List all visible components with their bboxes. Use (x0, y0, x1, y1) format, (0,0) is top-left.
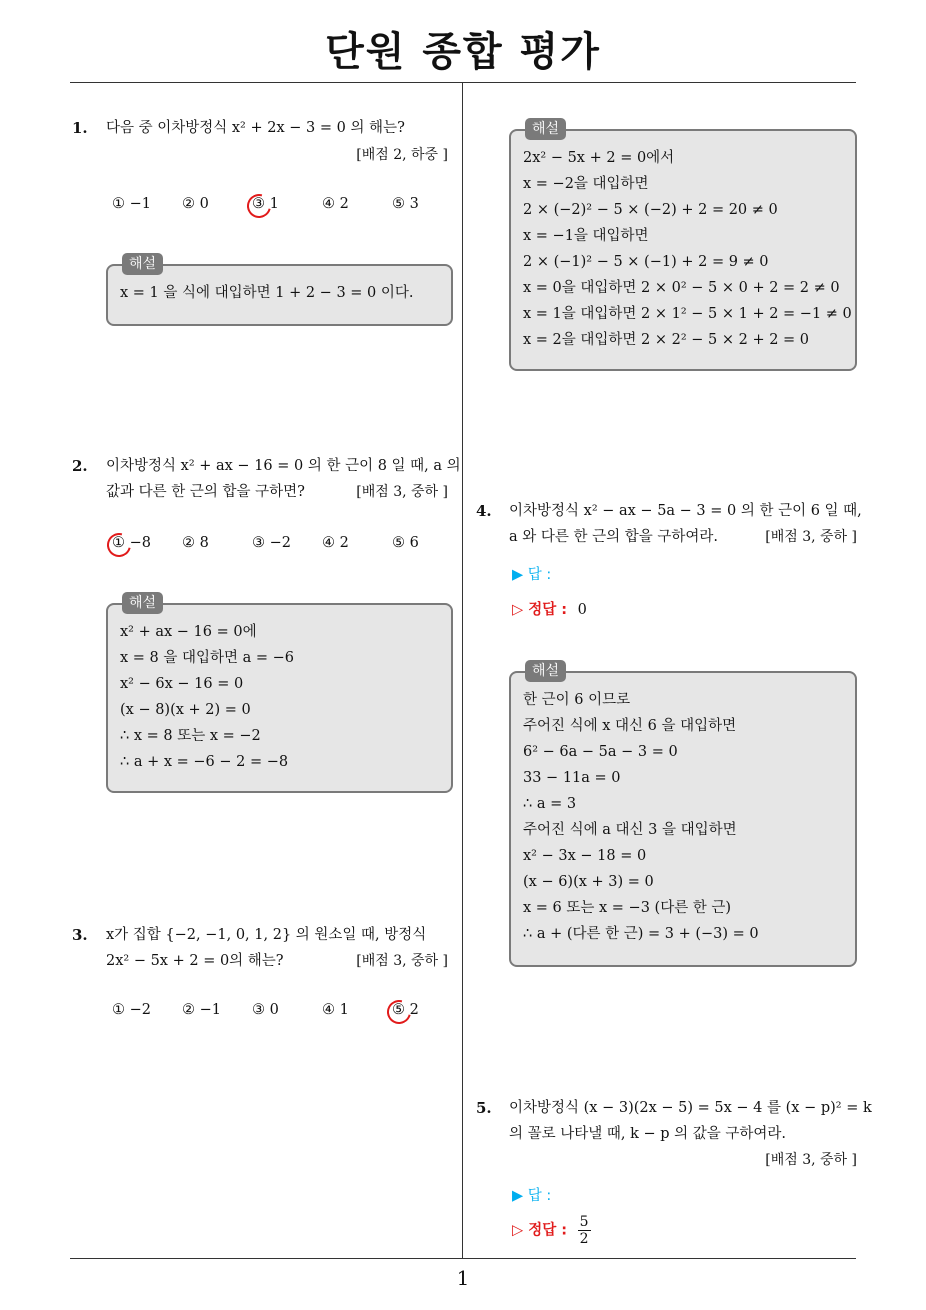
score-label: [배점 3, 중하 ] (356, 484, 448, 500)
question-number: 3. (72, 926, 88, 944)
solution-line: 주어진 식에 a 대신 3 을 대입하면 (523, 822, 737, 838)
answer-input-label[interactable]: ▶ 답 : (512, 567, 552, 583)
correct-answer (512, 598, 587, 619)
question-text: 다음 중 이차방정식 x² + 2x − 3 = 0 의 해는? (106, 120, 405, 136)
solution-line: x = 6 또는 x = −3 (다른 한 근) (523, 900, 732, 916)
solution-line: ∴ a + x = −6 − 2 = −8 (120, 754, 289, 770)
answer-circle-mark (103, 529, 136, 562)
solution-line: x² − 6x − 16 = 0 (120, 676, 244, 692)
choice-option[interactable]: ② 0 (182, 196, 209, 212)
correct-answer (512, 1214, 591, 1247)
score-label: [배점 3, 중하 ] (765, 529, 857, 545)
solution-line: 2 × (−2)² − 5 × (−2) + 2 = 20 ≠ 0 (523, 202, 778, 218)
choice-option[interactable]: ⑤ 3 (392, 196, 419, 212)
question-text-line: a 와 다른 한 근의 합을 구하여라. (509, 529, 718, 545)
solution-line: x = −1을 대입하면 (523, 228, 649, 244)
solution-box (106, 256, 453, 326)
solution-line: (x − 6)(x + 3) = 0 (523, 874, 654, 890)
solution-box (509, 121, 857, 371)
question-number: 4. (476, 502, 492, 520)
choice-option[interactable]: ③ −2 (252, 535, 291, 551)
score-label: [배점 3, 중하 ] (765, 1152, 857, 1168)
solution-line: ∴ x = 8 또는 x = −2 (120, 728, 261, 744)
solution-line: x = 0을 대입하면 2 × 0² − 5 × 0 + 2 = 2 ≠ 0 (523, 280, 840, 296)
choice-list (112, 535, 462, 551)
choice-option[interactable]: ① −2 (112, 1002, 151, 1018)
choice-option[interactable]: ② −1 (182, 1002, 221, 1018)
page-title: 단원 종합 평가 (325, 29, 601, 75)
correct-answer-label: ▷ 정답 : (512, 602, 568, 618)
question-text-line: 이차방정식 x² − ax − 5a − 3 = 0 의 한 근이 6 일 때, (509, 503, 862, 519)
solution-line: 2x² − 5x + 2 = 0에서 (523, 150, 675, 166)
top-rule (70, 82, 856, 83)
solution-line: x = 1을 대입하면 2 × 1² − 5 × 1 + 2 = −1 ≠ 0 (523, 306, 852, 322)
choice-option[interactable]: ④ 1 (322, 1002, 349, 1018)
correct-answer-value: 0 (577, 602, 587, 618)
choice-option[interactable]: ④ 2 (322, 535, 349, 551)
solution-line: ∴ a = 3 (523, 796, 577, 812)
answer-circle-mark (243, 190, 276, 223)
score-label: [배점 2, 하중 ] (356, 147, 448, 163)
choice-option[interactable]: ③ 1 (252, 196, 322, 212)
question-text-line: 이차방정식 x² + ax − 16 = 0 의 한 근이 8 일 때, a 의 (106, 458, 461, 474)
solution-box (106, 595, 453, 793)
solution-line: 2 × (−1)² − 5 × (−1) + 2 = 9 ≠ 0 (523, 254, 769, 270)
solution-tag: 해설 (525, 118, 566, 140)
choice-option[interactable]: ③ 0 (252, 1002, 279, 1018)
solution-line: ∴ a + (다른 한 근) = 3 + (−3) = 0 (523, 926, 759, 942)
solution-tag: 해설 (122, 253, 163, 275)
solution-line: x = 2을 대입하면 2 × 2² − 5 × 2 + 2 = 0 (523, 332, 810, 348)
choice-list (112, 196, 462, 212)
question-text-line: x가 집합 {−2, −1, 0, 1, 2} 의 원소일 때, 방정식 (106, 927, 427, 943)
choice-option[interactable]: ⑤ 2 (392, 1002, 462, 1018)
column-divider (462, 83, 463, 1258)
correct-answer-label: ▷ 정답 : (512, 1222, 568, 1239)
question-text-line: 이차방정식 (x − 3)(2x − 5) = 5x − 4 를 (x − p)² = k (509, 1100, 872, 1116)
question-number: 1. (72, 119, 88, 137)
fraction-denominator: 2 (579, 1231, 589, 1247)
solution-line: x² − 3x − 18 = 0 (523, 848, 647, 864)
answer-circle-mark (383, 996, 416, 1029)
choice-option[interactable]: ① −8 (112, 535, 182, 551)
solution-line: x = −2을 대입하면 (523, 176, 649, 192)
solution-line: x = 8 을 대입하면 a = −6 (120, 650, 295, 666)
answer-input-label[interactable]: ▶ 답 : (512, 1188, 552, 1204)
solution-line: 6² − 6a − 5a − 3 = 0 (523, 744, 678, 760)
page-number: 1 (456, 1266, 470, 1290)
choice-option[interactable]: ⑤ 6 (392, 535, 419, 551)
choice-list (112, 1002, 462, 1018)
question-text-line: 값과 다른 한 근의 합을 구하면? (106, 484, 305, 500)
solution-line: 주어진 식에 x 대신 6 을 대입하면 (523, 718, 737, 734)
question-text-line: 의 꼴로 나타낼 때, k − p 의 값을 구하여라. (509, 1126, 787, 1142)
solution-line: (x − 8)(x + 2) = 0 (120, 702, 251, 718)
fraction-numerator: 5 (579, 1214, 589, 1230)
choice-option[interactable]: ② 8 (182, 535, 209, 551)
solution-line: x² + ax − 16 = 0에 (120, 624, 257, 640)
score-label: [배점 3, 중하 ] (356, 953, 448, 969)
bottom-rule (70, 1258, 856, 1259)
choice-option[interactable]: ① −1 (112, 196, 151, 212)
solution-line: 한 근이 6 이므로 (523, 692, 631, 708)
question-number: 2. (72, 457, 88, 475)
solution-line: x = 1 을 식에 대입하면 1 + 2 − 3 = 0 이다. (120, 285, 414, 301)
solution-box (509, 663, 857, 967)
choice-option[interactable]: ④ 2 (322, 196, 349, 212)
solution-tag: 해설 (525, 660, 566, 682)
correct-answer-fraction (578, 1214, 591, 1247)
question-text-line: 2x² − 5x + 2 = 0의 해는? (106, 953, 284, 969)
solution-tag: 해설 (122, 592, 163, 614)
question-number: 5. (476, 1099, 492, 1117)
solution-line: 33 − 11a = 0 (523, 770, 621, 786)
